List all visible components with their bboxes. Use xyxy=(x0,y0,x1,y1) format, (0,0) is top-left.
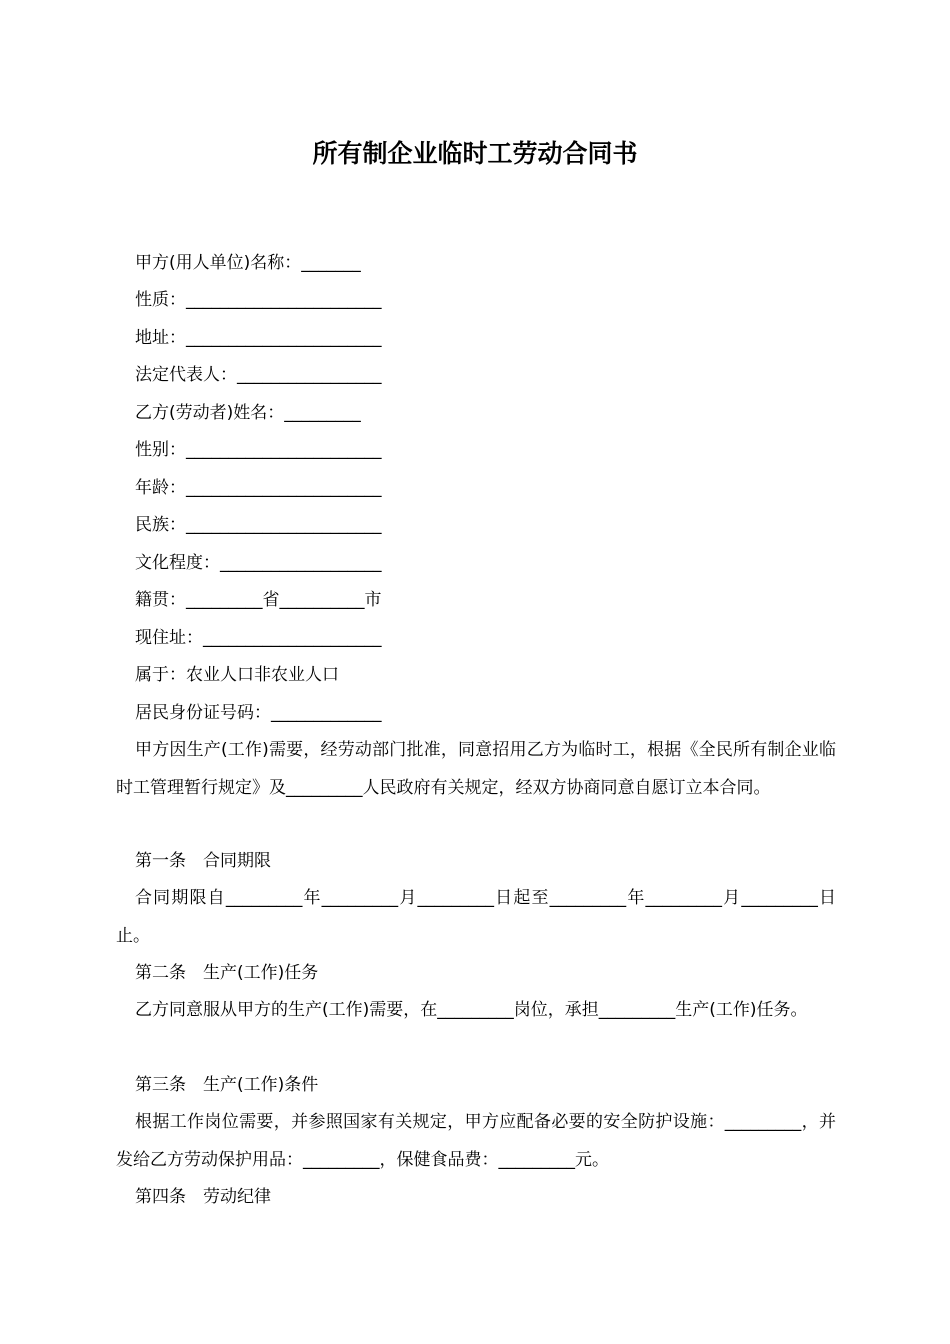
field-age: 年龄：_______________________ xyxy=(135,478,382,498)
field-address: 地址：_______________________ xyxy=(135,328,382,348)
field-id-number: 居民身份证号码：_____________ xyxy=(135,703,382,723)
article-2-heading: 第二条 生产(工作)任务 xyxy=(135,963,319,983)
article-3-heading: 第三条 生产(工作)条件 xyxy=(135,1075,319,1095)
field-ethnicity: 民族：_______________________ xyxy=(135,515,382,535)
field-party-a-name: 甲方(用人单位)名称：_______ xyxy=(135,253,361,273)
field-native-place: 籍贯：_________省__________市 xyxy=(135,590,382,610)
field-gender: 性别：_______________________ xyxy=(135,440,382,460)
intro-paragraph: 甲方因生产(工作)需要，经劳动部门批准，同意招用乙方为临时工，根据《全民所有制企业临时工管理暂行规定》及_________人民政府有关规定，经双方协商同意自愿订立本合同。 xyxy=(116,740,836,798)
article-1-text: 合同期限自_________年_________月_________日起至_________年_________月_________日止。 xyxy=(116,888,836,946)
document-title: 所有制企业临时工劳动合同书 xyxy=(312,139,638,168)
field-party-b-name: 乙方(劳动者)姓名：_________ xyxy=(135,403,361,423)
field-legal-representative: 法定代表人：_________________ xyxy=(135,365,382,385)
article-3-text: 根据工作岗位需要，并参照国家有关规定，甲方应配备必要的安全防护设施：_________，并发给乙方劳动保护用品：_________，保健食品费：_________元。 xyxy=(116,1112,836,1170)
article-1-heading: 第一条 合同期限 xyxy=(135,851,271,871)
article-2-text: 乙方同意服从甲方的生产(工作)需要，在_________岗位，承担_________生产(工作)任务。 xyxy=(135,1000,808,1020)
field-current-address: 现住址：_____________________ xyxy=(135,628,382,648)
article-4-heading: 第四条 劳动纪律 xyxy=(135,1187,271,1207)
field-nature: 性质：_______________________ xyxy=(135,290,382,310)
field-household-type: 属于：农业人口非农业人口 xyxy=(135,665,339,685)
field-education: 文化程度：___________________ xyxy=(135,553,382,573)
